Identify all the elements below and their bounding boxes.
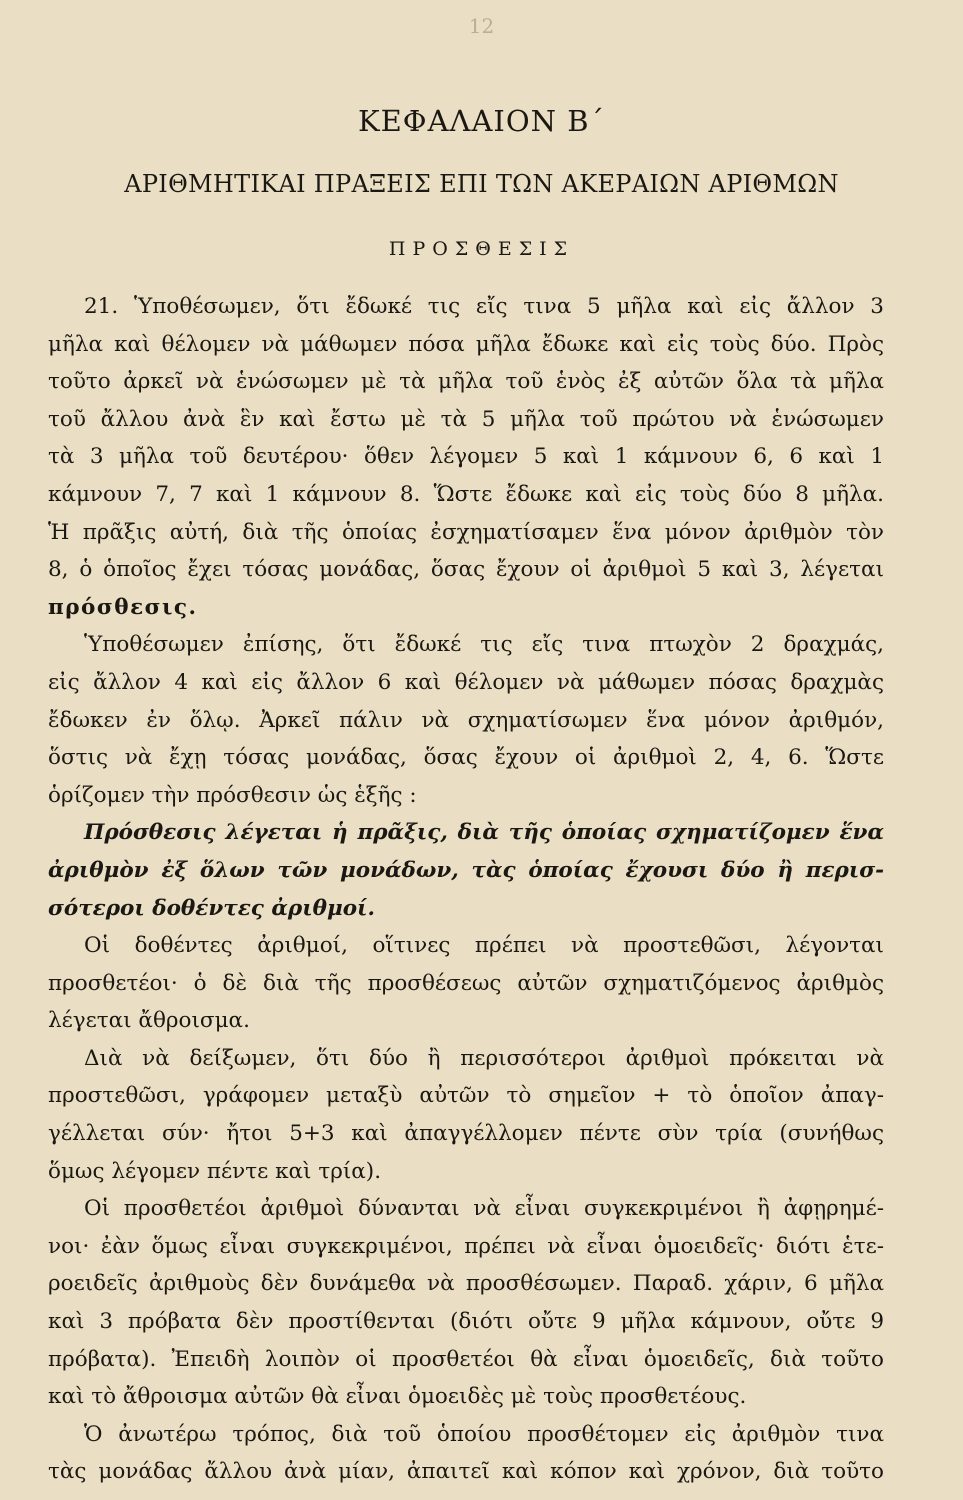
- body-text: [48, 288, 884, 1491]
- text-line: 8, ὁ ὁποῖος ἔχει τόσας μονάδας, ὅσας ἔχουν οἱ ἀριθμοὶ 5 καὶ 3, λέγεται: [48, 557, 884, 583]
- text-line: 21. Ὑποθέσωμεν, ὅτι ἔδωκέ τις εἴς τινα 5 μῆλα καὶ εἰς ἄλλον 3: [84, 294, 884, 319]
- text-line: ὅμως λέγομεν πέντε καὶ τρία).: [48, 1158, 382, 1184]
- text-line: ὅστις νὰ ἔχῃ τόσας μονάδας, ὅσας ἔχουν οἱ ἀριθμοὶ 2, 4, 6. Ὥστε: [48, 745, 884, 771]
- text-line: Ἡ πρᾶξις αὐτή, διὰ τῆς ὁποίας ἐσχηματίσαμεν ἕνα μόνον ἀριθμὸν τὸν: [48, 519, 884, 545]
- text-line: τὰς μονάδας ἄλλου ἀνὰ μίαν, ἀπαιτεῖ καὶ κόπον καὶ χρόνον, διὰ τοῦτο: [48, 1459, 884, 1485]
- text-line: νοι· ἐὰν ὅμως εἶναι συγκεκριμένοι, πρέπει νὰ εἶναι ὁμοειδεῖς· διότι ἑτε-: [48, 1233, 884, 1259]
- chapter-heading: ΚΕΦΑΛΑΙΟΝ Β΄: [357, 104, 606, 138]
- text-line: γέλλεται σύν· ἤτοι 5+3 καὶ ἀπαγγέλλομεν πέντε σὺν τρία (συνήθως: [48, 1121, 884, 1147]
- page-title: ΑΡΙΘΜΗΤΙΚΑΙ ΠΡΑΞΕΙΣ ΕΠΙ ΤΩΝ ΑΚΕΡΑΙΩΝ ΑΡΙΘΜΩΝ: [124, 170, 839, 198]
- text-line: τοῦτο ἀρκεῖ νὰ ἑνώσωμεν μὲ τὰ μῆλα τοῦ ἑνὸς ἐξ αὐτῶν ὅλα τὰ μῆλα: [48, 369, 884, 395]
- definition-line: ἀριθμὸν ἐξ ὅλων τῶν μονάδων, τὰς ὁποίας ἔχουσι δύο ἢ περισ-: [48, 857, 884, 883]
- text-line: Οἱ προσθετέοι ἀριθμοὶ δύνανται νὰ εἶναι συγκεκριμένοι ἢ ἀφῃρημέ-: [84, 1196, 884, 1222]
- text-line: προσθετέοι· ὁ δὲ διὰ τῆς προσθέσεως αὐτῶν σχηματιζόμενος ἀριθμὸς: [48, 970, 884, 996]
- text-line: τοῦ ἄλλου ἀνὰ ἓν καὶ ἔστω μὲ τὰ 5 μῆλα τοῦ πρώτου νὰ ἑνώσωμεν: [48, 406, 884, 432]
- text-line: πρόβατα). Ἐπειδὴ λοιπὸν οἱ προσθετέοι θὰ εἶναι ὁμοειδεῖς, διὰ τοῦτο: [48, 1346, 884, 1372]
- text-line: καὶ 3 πρόβατα δὲν προστίθενται (διότι οὔτε 9 μῆλα κάμνουν, οὔτε 9: [48, 1309, 884, 1335]
- term-prosthesis: πρόσθεσις.: [48, 594, 198, 620]
- page-number: 12: [468, 14, 495, 38]
- section-heading: ΠΡΟΣΘΕΣΙΣ: [388, 238, 575, 260]
- definition-line: Πρόσθεσις λέγεται ἡ πρᾶξις, διὰ τῆς ὁποίας σχηματίζομεν ἕνα: [84, 820, 884, 846]
- text-line: εἰς ἄλλον 4 καὶ εἰς ἄλλον 6 καὶ θέλομεν νὰ μάθωμεν πόσας δραχμὰς: [48, 669, 884, 695]
- text-line: Ὁ ἀνωτέρω τρόπος, διὰ τοῦ ὁποίου προσθέτομεν εἰς ἀριθμὸν τινα: [84, 1421, 884, 1447]
- text-line: ἔδωκεν ἐν ὅλῳ. Ἀρκεῖ πάλιν νὰ σχηματίσωμεν ἕνα μόνον ἀριθμόν,: [48, 707, 884, 733]
- text-line: μῆλα καὶ θέλομεν νὰ μάθωμεν πόσα μῆλα ἔδωκε καὶ εἰς τοὺς δύο. Πρὸς: [48, 331, 884, 357]
- definition-line: σότεροι δοθέντες ἀριθμοί.: [48, 895, 375, 921]
- text-line: Οἱ δοθέντες ἀριθμοί, οἵτινες πρέπει νὰ προστεθῶσι, λέγονται: [84, 933, 884, 959]
- text-line: ροειδεῖς ἀριθμοὺς δὲν δυνάμεθα νὰ προσθέσωμεν. Παραδ. χάριν, 6 μῆλα: [48, 1271, 884, 1297]
- text-line: κάμνουν 7, 7 καὶ 1 κάμνουν 8. Ὥστε ἔδωκε καὶ εἰς τοὺς δύο 8 μῆλα.: [48, 481, 884, 507]
- text-line: προστεθῶσι, γράφομεν μεταξὺ αὐτῶν τὸ σημεῖον + τὸ ὁποῖον ἀπαγ-: [48, 1083, 884, 1109]
- text-line: ὁρίζομεν τὴν πρόσθεσιν ὡς ἑξῆς :: [48, 782, 417, 808]
- text-line: τὰ 3 μῆλα τοῦ δευτέρου· ὅθεν λέγομεν 5 καὶ 1 κάμνουν 6, 6 καὶ 1: [48, 444, 884, 470]
- text-line: καὶ τὸ ἄθροισμα αὐτῶν θὰ εἶναι ὁμοειδὲς μὲ τοὺς προσθετέους.: [48, 1384, 747, 1410]
- text-line: λέγεται ἄθροισμα.: [48, 1008, 250, 1034]
- text-line: Διὰ νὰ δείξωμεν, ὅτι δύο ἢ περισσότεροι ἀριθμοὶ πρόκειται νὰ: [84, 1045, 884, 1071]
- text-line: Ὑποθέσωμεν ἐπίσης, ὅτι ἔδωκέ τις εἴς τινα πτωχὸν 2 δραχμάς,: [84, 632, 884, 658]
